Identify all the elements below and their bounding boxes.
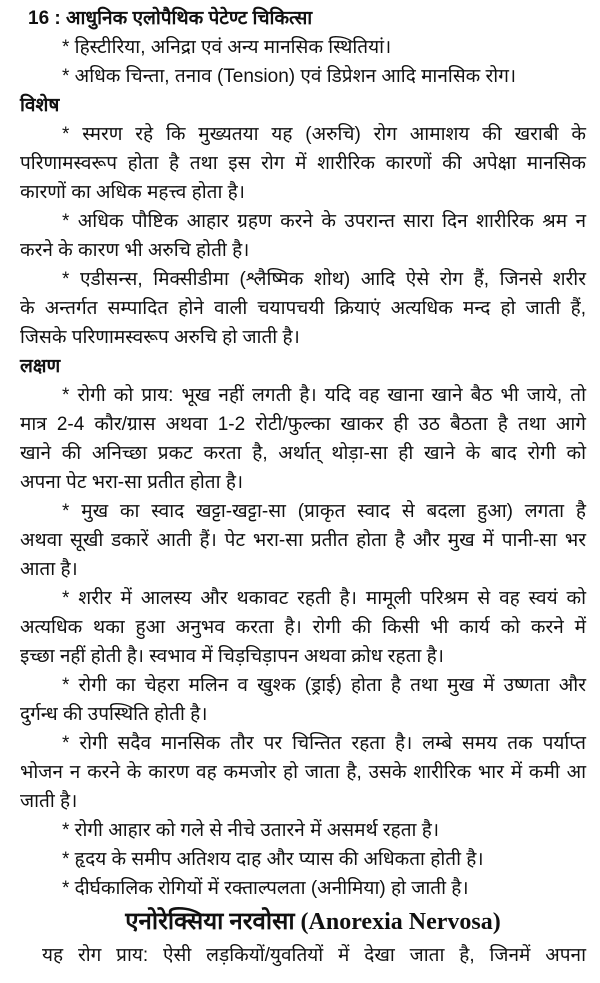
list-item: * हिस्टीरिया, अनिद्रा एवं अन्य मानसिक स्थितियां। bbox=[62, 37, 392, 58]
paragraph bbox=[20, 265, 586, 352]
text-line: आता है। bbox=[20, 559, 78, 580]
text-line: करने के कारण भी अरुचि होती है। bbox=[20, 240, 250, 261]
text-line: * रोगी को प्राय: भूख नहीं लगती है। यदि वह खाना खाने बैठ भी जाये, तो bbox=[62, 385, 586, 406]
paragraph bbox=[20, 671, 586, 729]
section-heading-lakshan: लक्षण bbox=[20, 356, 61, 377]
text-line: * शरीर में आलस्य और थकावट रहती है। मामूली परिश्रम से वह स्वयं को bbox=[62, 588, 586, 609]
running-header: 16 : आधुनिक एलोपैथिक पेटेण्ट चिकित्सा bbox=[28, 8, 313, 29]
text-line: यह रोग प्राय: ऐसी लड़कियों/युवतियों में देखा जाता है, जिनमें अपना bbox=[42, 945, 586, 966]
list-item: * रोगी आहार को गले से नीचे उतारने में असमर्थ रहता है। bbox=[62, 820, 440, 841]
paragraph bbox=[20, 207, 586, 265]
list-item: * दीर्घकालिक रोगियों में रक्ताल्पलता (अनीमिया) हो जाती है। bbox=[62, 878, 469, 899]
text-line: के अन्तर्गत सम्पादित होने वाली चयापचयी क्रियाएं अत्यधिक मन्द हो जाती हैं, bbox=[20, 298, 586, 319]
paragraph bbox=[20, 729, 586, 816]
section-heading-vishesh: विशेष bbox=[20, 95, 60, 116]
text-line: * स्मरण रहे कि मुख्यतया यह (अरुचि) रोग आमाशय की खराबी के bbox=[62, 124, 586, 145]
text-line: खाने की अनिच्छा प्रकट करता है, अर्थात् थोड़ा-सा ही खाने के बाद रोगी को bbox=[20, 443, 586, 464]
list-item: * हृदय के समीप अतिशय दाह और प्यास की अधिकता होती है। bbox=[62, 849, 484, 870]
paragraph bbox=[20, 584, 586, 671]
text-line: * रोगी का चेहरा मलिन व खुश्क (ड्राई) होता है तथा मुख में उष्णता और bbox=[62, 675, 586, 696]
paragraph bbox=[20, 120, 586, 207]
document-page bbox=[20, 4, 586, 970]
text-line: जाती है। bbox=[20, 791, 78, 812]
text-line: * मुख का स्वाद खट्टा-खट्टा-सा (प्राकृत स्वाद से बदला हुआ) लगता है bbox=[62, 501, 586, 522]
section-title: एनोरेक्सिया नरवोसा (Anorexia Nervosa) bbox=[125, 909, 501, 935]
paragraph bbox=[20, 381, 586, 497]
text-line: * अधिक पौष्टिक आहार ग्रहण करने के उपरान्त सारा दिन शारीरिक श्रम न bbox=[62, 211, 586, 232]
text-line: जिसके परिणामस्वरूप अरुचि हो जाती है। bbox=[20, 327, 300, 348]
text-line: अत्यधिक थका हुआ अनुभव करता है। रोगी की किसी भी कार्य को करने में bbox=[20, 617, 586, 638]
list-item: * अधिक चिन्ता, तनाव (Tension) एवं डिप्रेशन आदि मानसिक रोग। bbox=[62, 66, 517, 87]
text-line: अपना पेट भरा-सा प्रतीत होता है। bbox=[20, 472, 244, 493]
paragraph bbox=[20, 497, 586, 584]
text-line: दुर्गन्ध की उपस्थिति होती है। bbox=[20, 704, 208, 725]
text-line: अथवा सूखी डकारें आती हैं। पेट भरा-सा प्रतीत होता है और मुख में पानी-सा भर bbox=[20, 530, 586, 551]
text-line: मात्र 2-4 कौर/ग्रास अथवा 1-2 रोटी/फुल्का खाकर ही उठ बैठता है तथा आगे bbox=[20, 414, 586, 435]
text-line: कारणों का अधिक महत्त्व होता है। bbox=[20, 182, 245, 203]
text-line: परिणामस्वरूप होता है तथा इस रोग में शारीरिक कारणों की अपेक्षा मानसिक bbox=[20, 153, 586, 174]
text-line: भोजन न करने के कारण वह कमजोर हो जाता है, उसके शारीरिक भार में कमी आ bbox=[20, 762, 586, 783]
text-line: * एडीसन्स, मिक्सीडीमा (श्लैष्मिक शोथ) आदि ऐसे रोग हैं, जिनसे शरीर bbox=[62, 269, 586, 290]
text-line: इच्छा नहीं होती है। स्वभाव में चिड़चिड़ापन अथवा क्रोध रहता है। bbox=[20, 646, 444, 667]
text-line: * रोगी सदैव मानसिक तौर पर चिन्तित रहता है। लम्बे समय तक पर्याप्त bbox=[62, 733, 586, 754]
